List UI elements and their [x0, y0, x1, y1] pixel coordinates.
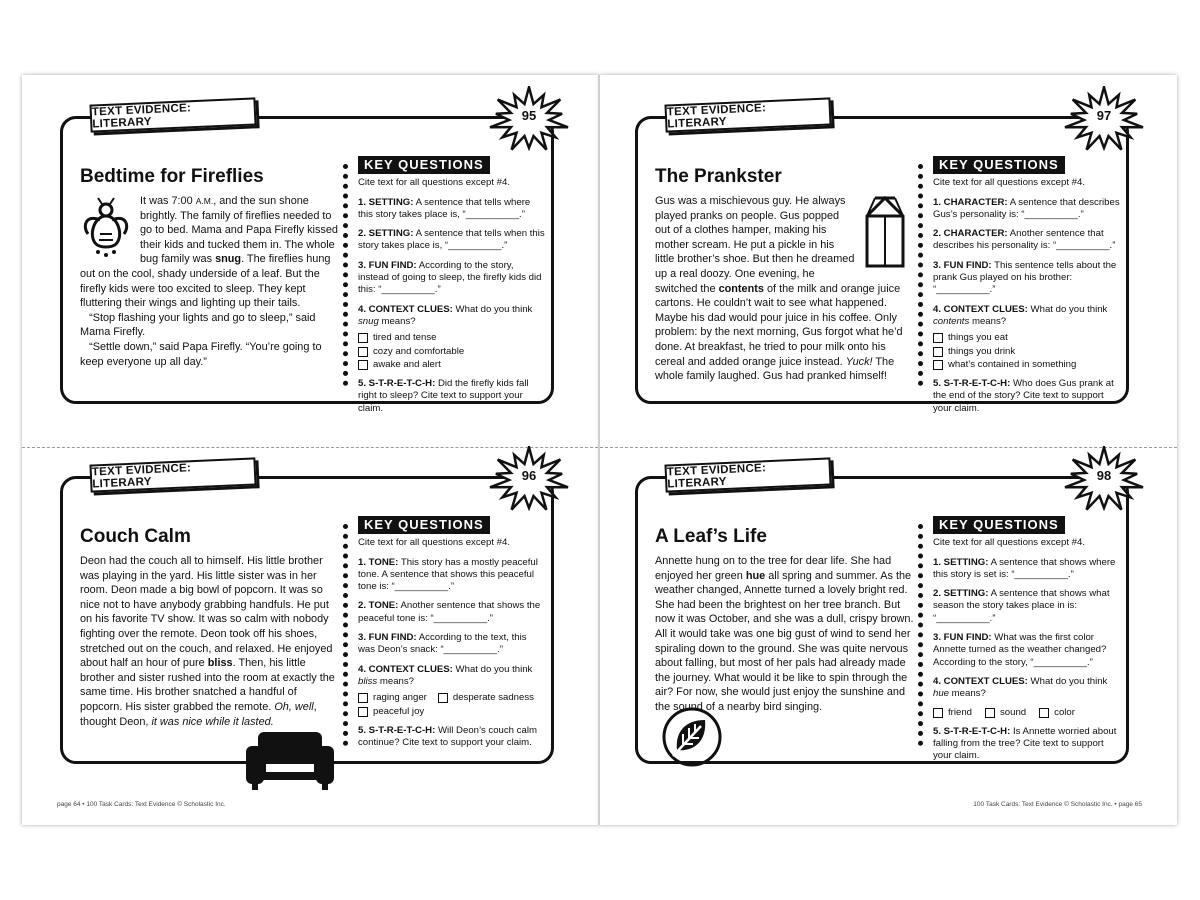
key-questions-column: [933, 516, 1121, 770]
question-text: Who does Gus prank at the end of the story? Cite text to support your claim.: [933, 378, 1114, 414]
story-body: Annette hung on to the tree for dear life. She had enjoyed her green hue all spring and summer. As the weather changed, Annette turned a lovely bright red. She had been the brightest on her tree branch. But now it was October, and she was a dull, crispy brown. All it would take was one big gust of wind to send her spiraling down to the ground. She was quite nervous about falling, but most of her pals had already made the journey. What would it be like to spin through the air? For now, she would just enjoy the sunshine and the sound of a nearby bird singing.: [655, 555, 914, 713]
story-text: [655, 194, 917, 384]
cite-instruction: Cite text for all questions except #4.: [358, 537, 510, 549]
key-questions-column: [933, 156, 1121, 422]
story-column: [655, 526, 917, 715]
question-text: This story has a mostly peaceful tone. A sentence that shows this peaceful tone is: “__________.”: [358, 556, 538, 593]
story-title: A Leaf’s Life: [655, 526, 767, 547]
question: [358, 378, 546, 415]
checkbox[interactable]: [358, 360, 368, 370]
question-label: 4. CONTEXT CLUES:: [358, 663, 453, 675]
checkbox[interactable]: [1039, 708, 1049, 718]
key-questions-heading: KEY QUESTIONS: [933, 516, 1065, 534]
key-questions-heading: KEY QUESTIONS: [358, 156, 490, 174]
vocab-word: hue: [933, 688, 950, 700]
question: [933, 260, 1121, 297]
question: [933, 676, 1121, 719]
category-tag: TEXT EVIDENCE: LITERARY: [89, 97, 256, 132]
story-column: [80, 526, 342, 729]
question-text: A sentence that tells where this story takes place is, “__________.”: [358, 196, 531, 220]
question: [358, 557, 546, 594]
page-footer: page 64 • 100 Task Cards: Text Evidence © Scholastic Inc.: [57, 801, 226, 808]
question-text: What do you think: [452, 303, 533, 315]
question-label: 2. TONE:: [358, 600, 399, 612]
question-text: means?: [377, 675, 414, 687]
question-text: means?: [378, 315, 416, 327]
question: [933, 228, 1121, 253]
firefly-icon: [80, 196, 132, 263]
key-questions-column: [358, 156, 546, 422]
task-card: [635, 98, 1138, 414]
key-questions-column: [358, 516, 546, 756]
question-label: 1. SETTING:: [933, 556, 989, 568]
option-label: raging anger: [373, 692, 427, 704]
card-number: 95: [521, 108, 537, 123]
checkbox[interactable]: [933, 347, 943, 357]
question-label: 5. S-T-R-E-T-C-H:: [933, 725, 1011, 737]
option-label: peaceful joy: [373, 705, 425, 717]
question: [933, 304, 1121, 371]
question-label: 1. TONE:: [358, 556, 399, 568]
option-label: awake and alert: [373, 358, 441, 370]
checkbox[interactable]: [358, 347, 368, 357]
question-text: This sentence tells about the prank Gus played on his brother: “__________.”: [933, 259, 1117, 296]
question-label: 2. CHARACTER:: [933, 228, 1008, 240]
checkbox[interactable]: [985, 708, 995, 718]
checkbox[interactable]: [358, 333, 368, 343]
question: [358, 632, 546, 657]
column-divider: [343, 164, 348, 386]
story-column: [655, 166, 917, 384]
question-label: 1. SETTING:: [358, 196, 414, 208]
question: [933, 197, 1121, 222]
question-text: A sentence that describes Gus’s personality is: “__________.”: [933, 196, 1120, 220]
checkbox[interactable]: [933, 708, 943, 718]
question-text: According to the text, this was Deon’s snack: “__________.”: [358, 632, 527, 656]
option-label: cozy and comfortable: [373, 345, 465, 357]
question: [358, 304, 546, 371]
card-number-badge: [487, 86, 571, 154]
question-label: 5. S-T-R-E-T-C-H:: [933, 378, 1011, 390]
option-label: sound: [1000, 706, 1027, 718]
task-card: [60, 98, 563, 414]
leaf-icon: [661, 706, 723, 773]
option-label: tired and tense: [373, 332, 437, 344]
question-label: 3. FUN FIND:: [933, 632, 992, 644]
card-number: 98: [1096, 468, 1112, 483]
card-number: 96: [521, 468, 537, 483]
book-spine: [598, 75, 600, 825]
question-label: 4. CONTEXT CLUES:: [933, 303, 1028, 315]
vocab-word: contents: [933, 315, 970, 327]
story-title: The Prankster: [655, 166, 782, 187]
question: [933, 632, 1121, 669]
question-text: Another sentence that shows the peaceful tone is: “__________.”: [358, 600, 541, 624]
column-divider: [918, 164, 923, 386]
question-text: A sentence that shows what season the story takes place in is: “__________.”: [933, 588, 1110, 624]
milk-carton-icon: [861, 194, 909, 275]
checkbox[interactable]: [438, 693, 448, 703]
option-label: desperate sadness: [452, 692, 534, 704]
story-text: [80, 194, 342, 369]
page-footer: 100 Task Cards: Text Evidence © Scholastic Inc. • page 65: [973, 801, 1142, 808]
question-label: 3. FUN FIND:: [358, 259, 417, 271]
question-text: Another sentence that describes his personality is: “__________.”: [933, 228, 1116, 252]
question-label: 1. CHARACTER:: [933, 196, 1008, 208]
story-column: [80, 166, 342, 369]
story-title: Bedtime for Fireflies: [80, 166, 264, 187]
story-title: Couch Calm: [80, 526, 191, 547]
option-label: things you eat: [948, 332, 1008, 344]
question-label: 3. FUN FIND:: [933, 259, 992, 271]
card-number-badge: [1062, 86, 1146, 154]
option-label: color: [1054, 706, 1075, 718]
question: [358, 664, 546, 718]
checkbox[interactable]: [358, 707, 368, 717]
option-label: friend: [948, 706, 972, 718]
question-text: Will Deon’s couch calm continue? Cite text to support your claim.: [358, 724, 537, 749]
option-label: what’s contained in something: [948, 358, 1077, 370]
question: [358, 260, 546, 297]
category-tag: TEXT EVIDENCE: LITERARY: [89, 457, 256, 492]
question-text: What was the first color Annette turned as the weather changed? According to the story, “__________.”: [933, 632, 1107, 668]
task-card: [635, 458, 1138, 764]
category-tag: TEXT EVIDENCE: LITERARY: [664, 457, 831, 492]
question-text: What do you think: [1027, 303, 1108, 315]
question-label: 3. FUN FIND:: [358, 632, 417, 644]
column-divider: [918, 524, 923, 746]
question-text: A sentence that shows where this story is set is: “__________.”: [933, 556, 1116, 580]
question: [933, 557, 1121, 582]
story-body: Gus was a mischievous guy. He always played pranks on people. Gus popped out of a clothes hamper, making his mother scream. He put a pickle in his little brother’s shoe. But then he dreamed up a real doozy. One evening, he switched the contents of the milk and orange juice cartons. He couldn’t wait to see what happened. Maybe his dad would pour juice in his coffee. Only problem: by the next morning, Gus forgot what he’d done. At breakfast, he tried to pour milk onto his cereal and added orange juice instead. Yuck! The whole family laughed. Gus had pranked himself!: [655, 195, 903, 383]
question: [933, 588, 1121, 625]
story-text: [655, 554, 917, 715]
story-text: [80, 554, 342, 729]
armchair-icon: [244, 728, 336, 795]
question-label: 4. CONTEXT CLUES:: [358, 303, 453, 315]
question-text: Did the firefly kids fall right to sleep? Cite text to support your claim.: [358, 378, 529, 414]
story-body: Deon had the couch all to himself. His little brother was playing in the yard. His little sister was in her room. Deon made a big bowl of popcorn. It was so nice not to have anybody grabbing handfuls. He put on his favorite TV show. It was so calm with nobody fighting over the remote. Deon took off his shoes, stretched out on the couch, and relaxed. He enjoyed about half an hour of pure bliss. Then, his little brother and sister rushed into the room at exactly the same time. His brother snatched a handful of popcorn. His sister grabbed the remote. Oh, well, thought Deon, it was nice while it lasted.: [80, 555, 335, 728]
checkbox[interactable]: [933, 333, 943, 343]
question-text: What do you think: [1027, 675, 1108, 687]
story-body: It was 7:00 A.M., and the sun shone brightly. The family of fireflies needed to go to bed. Mama and Papa Firefly kissed their kids and tucked them in. The whole bug family was snug. The fireflies hung out on the cool, shady underside of a leaf. But the firefly kids were too excited to sleep. They kept fluttering their wings and lighting up their tails. “Stop flashing your lights and go to sleep,” said Mama Firefly. “Settle down,” said Papa Firefly. “You’re going to keep everyone up all day.”: [80, 195, 338, 368]
question-label: 2. SETTING:: [358, 228, 414, 240]
question-text: According to the story, instead of going to sleep, the firefly kids did this: “__________.”: [358, 259, 542, 296]
vocab-word: bliss: [358, 675, 378, 687]
question-text: means?: [949, 688, 986, 700]
cite-instruction: Cite text for all questions except #4.: [933, 177, 1085, 189]
question: [358, 197, 546, 222]
question-text: What do you think: [452, 663, 533, 675]
vocab-word: snug: [358, 315, 379, 327]
key-questions-heading: KEY QUESTIONS: [358, 516, 490, 534]
question: [933, 378, 1121, 415]
checkbox[interactable]: [933, 360, 943, 370]
card-number-badge: [1062, 446, 1146, 514]
question: [933, 726, 1121, 763]
category-tag: TEXT EVIDENCE: LITERARY: [664, 97, 831, 132]
column-divider: [343, 524, 348, 746]
question-label: 2. SETTING:: [933, 588, 989, 600]
question-label: 4. CONTEXT CLUES:: [933, 675, 1028, 687]
checkbox[interactable]: [358, 693, 368, 703]
question-text: A sentence that tells when this story takes place is, “__________.”: [358, 228, 545, 252]
question: [358, 725, 546, 750]
question-text: means?: [969, 315, 1007, 327]
question-text: Is Annette worried about falling from the tree? Cite text to support your claim.: [933, 725, 1117, 762]
question: [358, 228, 546, 253]
question-label: 5. S-T-R-E-T-C-H:: [358, 724, 436, 736]
key-questions-heading: KEY QUESTIONS: [933, 156, 1065, 174]
task-card: [60, 458, 563, 764]
cite-instruction: Cite text for all questions except #4.: [933, 537, 1085, 549]
question: [358, 600, 546, 625]
card-number-badge: [487, 446, 571, 514]
cite-instruction: Cite text for all questions except #4.: [358, 177, 510, 189]
option-label: things you drink: [948, 345, 1016, 357]
question-label: 5. S-T-R-E-T-C-H:: [358, 378, 436, 390]
card-number: 97: [1096, 108, 1112, 123]
